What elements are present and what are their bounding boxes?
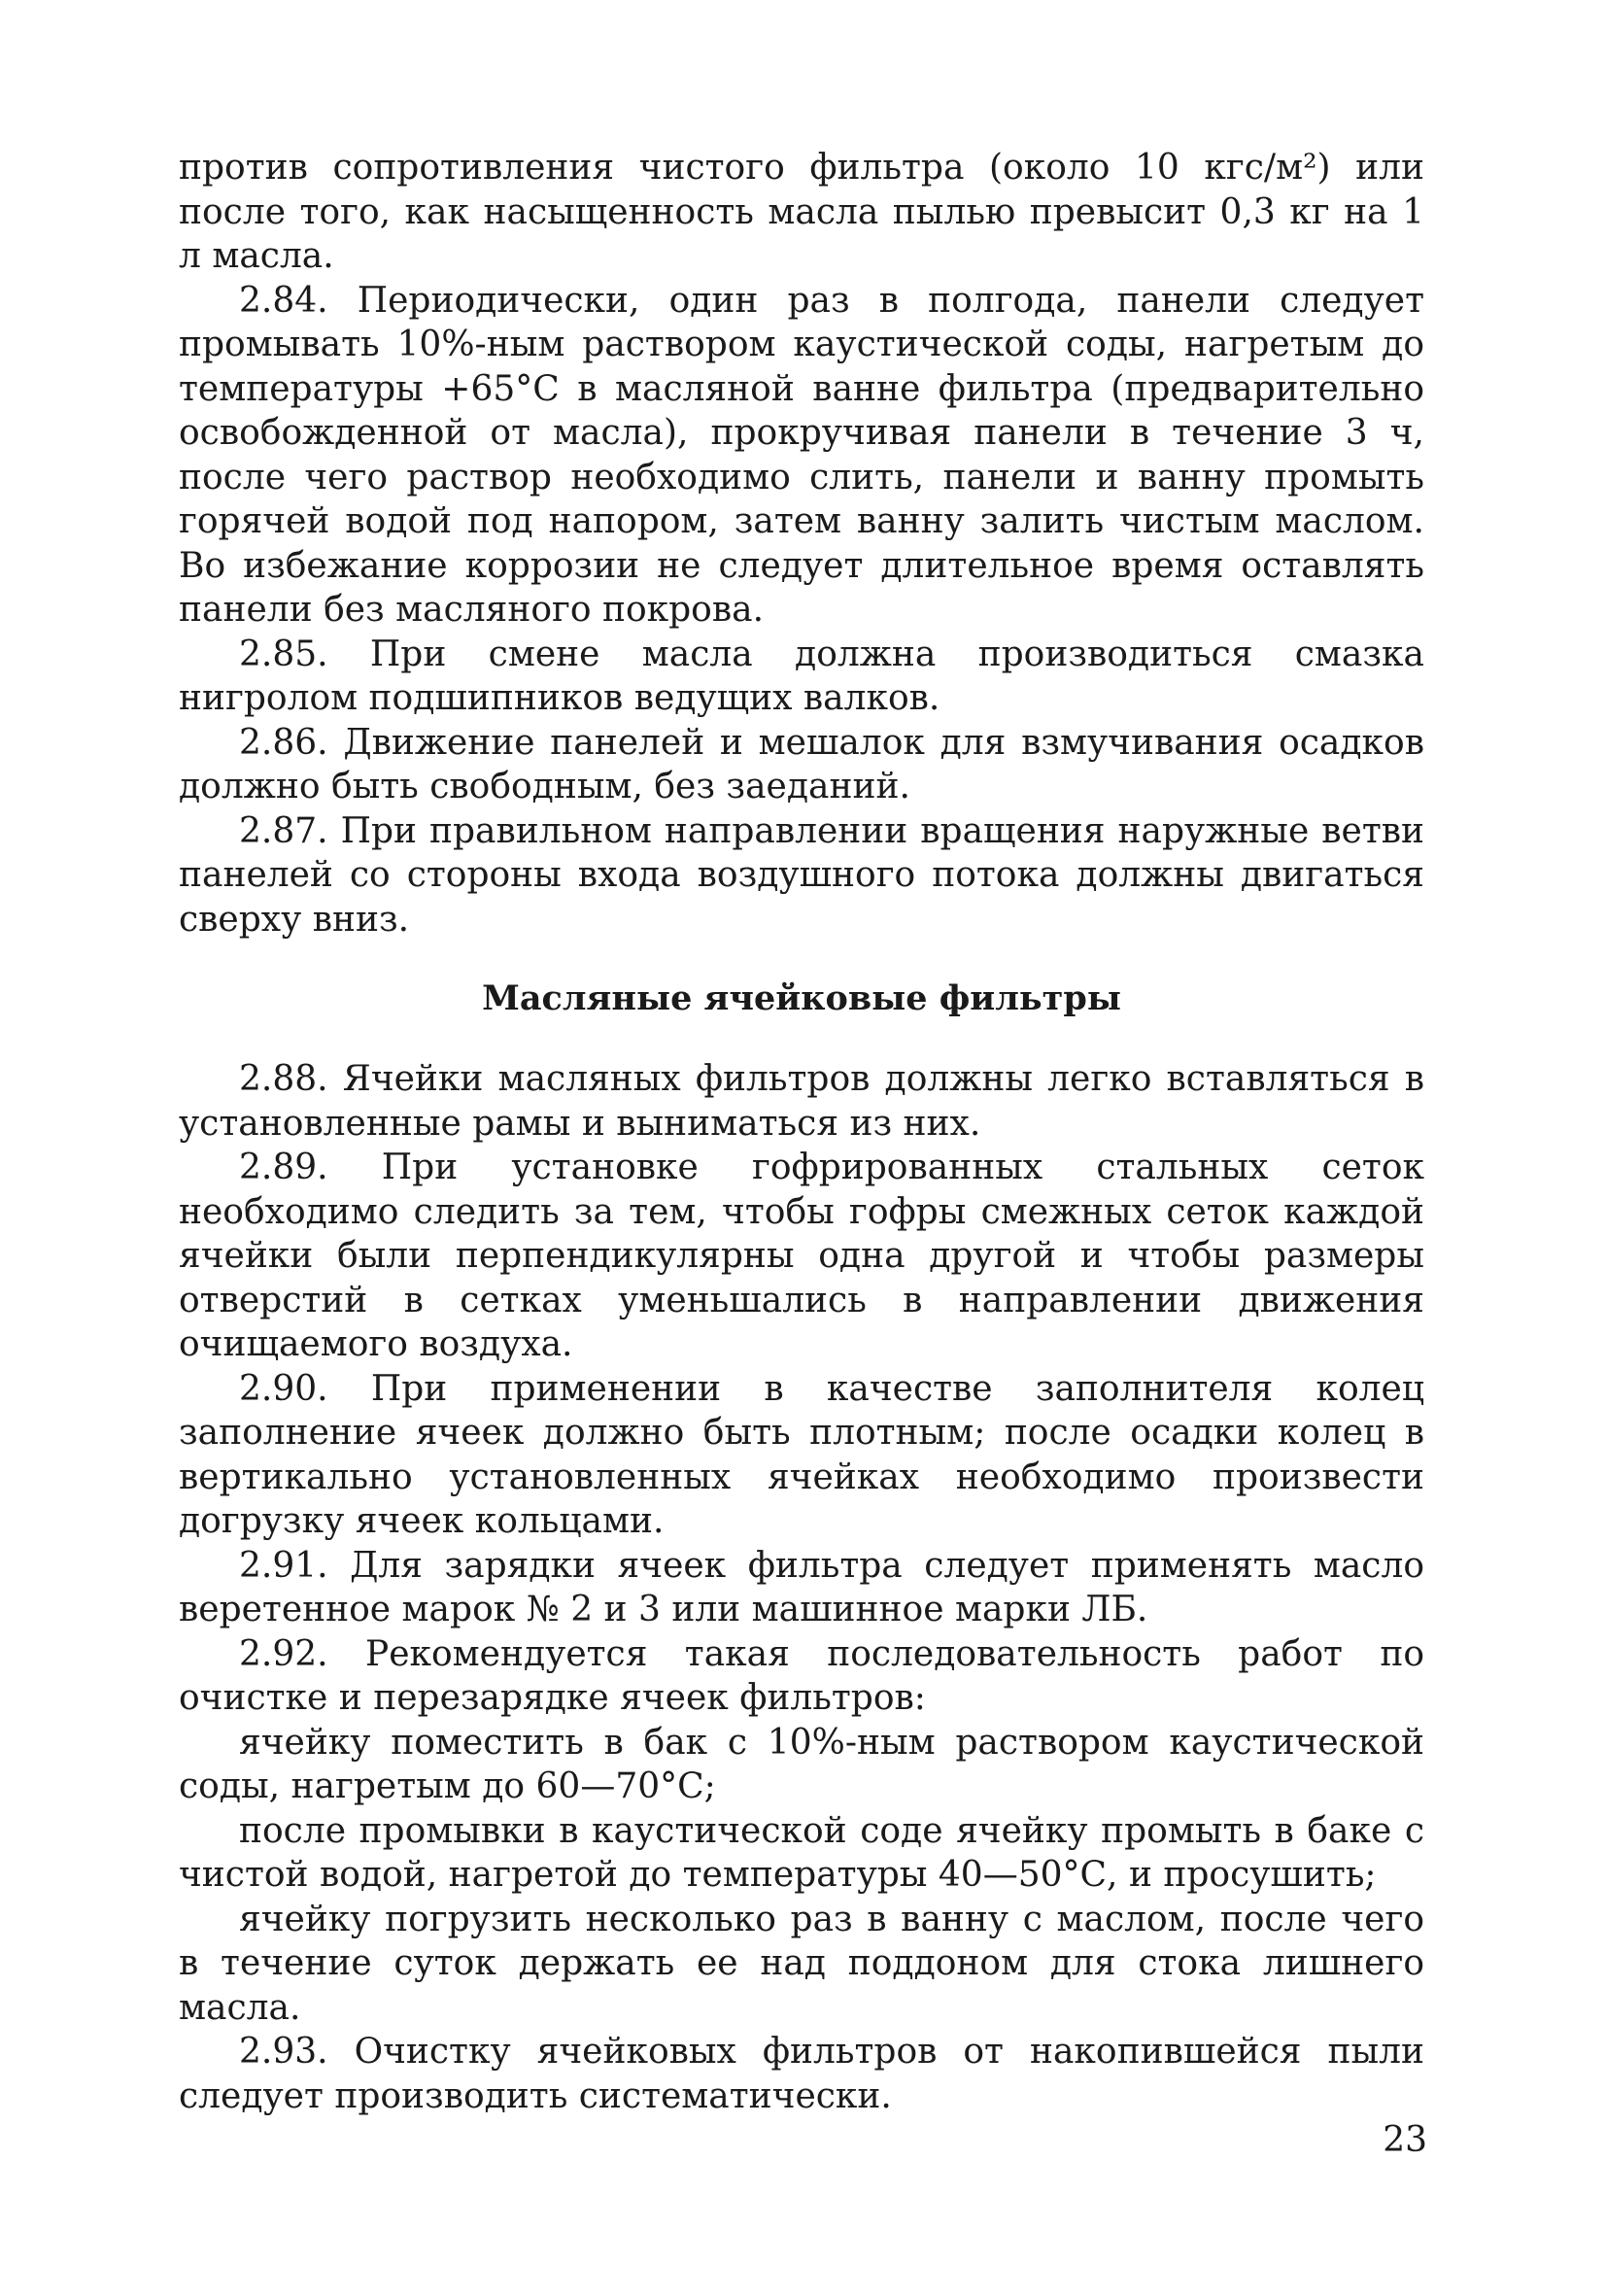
- page-number: 23: [1383, 2120, 1427, 2160]
- paragraph-2-90: 2.90. При применении в качестве заполнителя колец заполнение ячеек должно быть плотным; после осадки колец в вертикально установленных ячейках необходимо произвести догрузку ячеек кольцами.: [179, 1368, 1424, 1541]
- paragraph-2-85: 2.85. При смене масла должна производиться смазка нигролом подшипников ведущих валков.: [179, 634, 1424, 718]
- list-item-step-3: ячейку погрузить несколько раз в ванну с маслом, после чего в течение суток держать ее над поддоном для стока лишнего масла.: [179, 1899, 1424, 2028]
- list-item-step-1: ячейку поместить в бак с 10%-ным раствором каустической соды, нагретым до 60—70°С;: [179, 1722, 1424, 1806]
- page-body: [179, 146, 1424, 2118]
- paragraph-2-88: 2.88. Ячейки масляных фильтров должны легко вставляться в установленные рамы и выниматься из них.: [179, 1059, 1424, 1144]
- paragraph-continued: против сопротивления чистого фильтра (около 10 кгс/м²) или после того, как насыщенность масла пылью превысит 0,3 кг на 1 л масла.: [179, 148, 1424, 276]
- paragraph-2-89: 2.89. При установке гофрированных стальных сеток необходимо следить за тем, чтобы гофры смежных сеток каждой ячейки были перпендикулярны одна другой и чтобы размеры отверстий в сетках уменьшались в направлении движения очищаемого воздуха.: [179, 1148, 1424, 1364]
- paragraph-2-87: 2.87. При правильном направлении вращения наружные ветви панелей со стороны входа воздушного потока должны двигаться сверху вниз.: [179, 810, 1424, 940]
- list-item-step-2: после промывки в каустической соде ячейку промыть в баке с чистой водой, нагретой до температуры 40—50°С, и просушить;: [179, 1810, 1424, 1895]
- paragraph-2-91: 2.91. Для зарядки ячеек фильтра следует применять масло веретенное марок № 2 и 3 или машинное марки ЛБ.: [179, 1545, 1424, 1629]
- paragraph-2-84: 2.84. Периодически, один раз в полгода, панели следует промывать 10%-ным раствором каустической соды, нагретым до температуры +65°С в масляной ванне фильтра (предварительно освобожденной от масла), прокручивая панели в течение 3 ч, после чего раствор необходимо слить, панели и ванну промыть горячей водой под напором, затем ванну залить чистым маслом. Во избежание коррозии не следует длительное время оставлять панели без масляного покрова.: [179, 280, 1424, 630]
- paragraph-2-86: 2.86. Движение панелей и мешалок для взмучивания осадков должно быть свободным, без заеданий.: [179, 722, 1424, 806]
- paragraph-2-93: 2.93. Очистку ячейковых фильтров от накопившейся пыли следует производить систематически.: [179, 2032, 1424, 2116]
- paragraph-2-92: 2.92. Рекомендуется такая последовательность работ по очистке и перезарядке ячеек фильтров:: [179, 1633, 1424, 1718]
- section-heading: Масляные ячейковые фильтры: [482, 978, 1121, 1018]
